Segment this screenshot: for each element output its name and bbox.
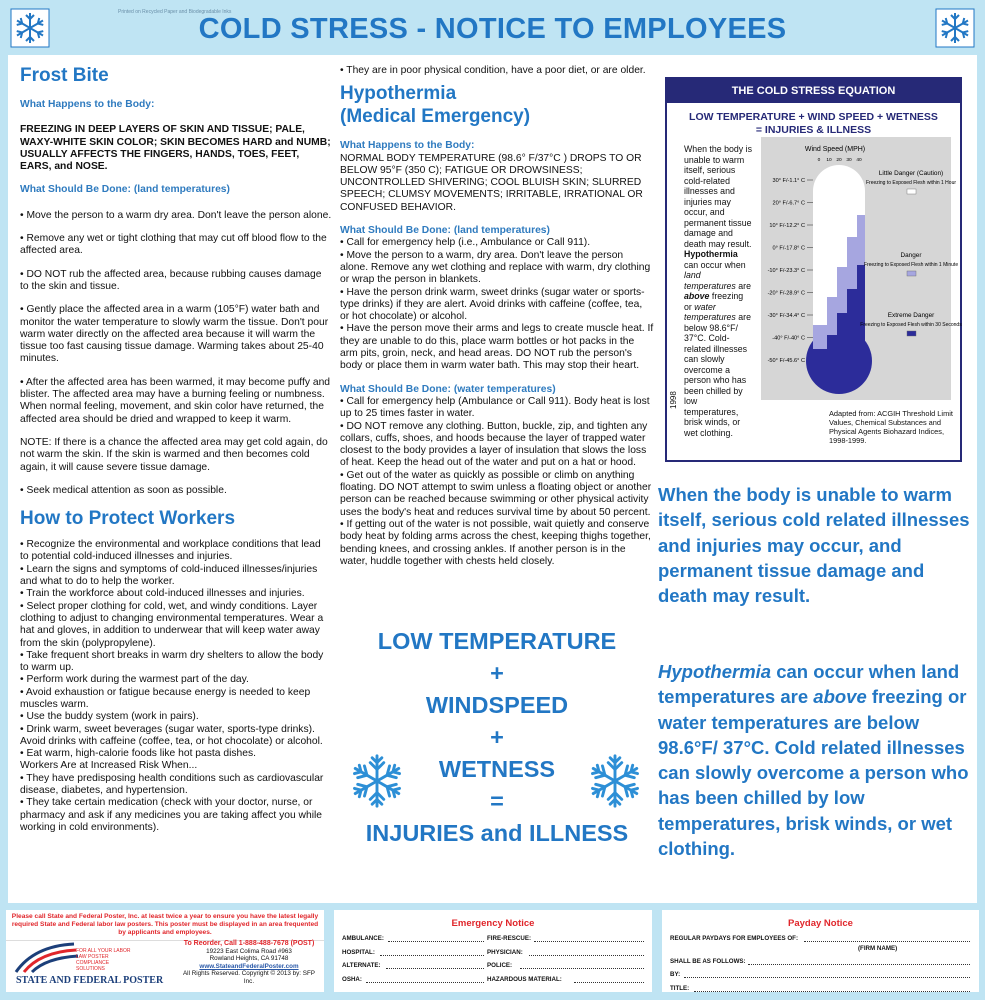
by-field[interactable] bbox=[684, 977, 970, 978]
firm-name-field[interactable] bbox=[804, 941, 970, 942]
legend-label: Danger bbox=[900, 252, 922, 259]
frostbite-title: Frost Bite bbox=[20, 65, 109, 86]
frostbite-column bbox=[20, 65, 332, 834]
main-panel bbox=[8, 55, 977, 903]
copyright: All Rights Reserved. Copyright © 2013 by: SFP Inc. bbox=[182, 970, 316, 985]
legend-desc: Freezing to Exposed Flesh within 1 Hour bbox=[865, 180, 957, 186]
payday-title: Payday Notice bbox=[788, 918, 853, 929]
y-tick-label: -50° F/-45.6° C bbox=[767, 358, 805, 364]
formula-line: WETNESS bbox=[438, 756, 556, 782]
equation-year: 1998 bbox=[669, 391, 678, 409]
field-label: BY: bbox=[670, 971, 681, 978]
equation-text: are below 98.6°F/ 37°C. Cold-related illnesses can slowly overcome a person who has been chilled by low temperatures, brisk winds, or wet clothing. bbox=[684, 312, 751, 438]
list-item: • If getting out of the water is not possible, wait quietly and conserve body heat by folding arms across the chest, keeping thighs together, bending knees, and crossing ankles. If another person is in the water, huddle together with chests held closely. bbox=[340, 518, 651, 567]
list-item: • Eat warm, high-calorie foods like hot pasta dishes. bbox=[20, 748, 256, 760]
address-line: 19223 East Colima Road #963 bbox=[206, 947, 292, 955]
list-item: • Move the person to a warm dry area. Don't leave the person alone. bbox=[20, 209, 332, 221]
field-label: PHYSICIAN: bbox=[487, 948, 523, 956]
emergency-title: Emergency Notice bbox=[451, 918, 535, 929]
title-field[interactable] bbox=[694, 991, 970, 992]
logo-tagline: FOR ALL YOUR LABOR LAW POSTER COMPLIANCE SOLUTIONS bbox=[76, 948, 131, 972]
field-label: REGULAR PAYDAYS FOR EMPLOYEES OF: bbox=[670, 935, 799, 942]
hypothermia-title: Hypothermia bbox=[340, 83, 457, 105]
formula-line: WINDSPEED bbox=[425, 692, 569, 718]
reorder-info bbox=[178, 940, 320, 985]
logo-wordmark: STATE AND FEDERAL POSTER bbox=[16, 975, 164, 986]
y-tick-label: 0° F/-17.8° C bbox=[772, 245, 805, 252]
frostbite-happens-text: FREEZING IN DEEP LAYERS OF SKIN AND TISSUE; PALE, WAXY-WHITE SKIN COLOR; SKIN BECOMES HARD and NUMB; USUALLY AFFECTS THE FINGERS, HANDS, TOES, FEET, EARS, and NOSE. bbox=[20, 124, 331, 173]
equation-text: freezing or bbox=[684, 291, 744, 312]
list-item: • DO NOT remove any clothing. Button, buckle, zip, and tighten any collars, cuffs, shoes, and hoods because the layer of trapped water closest to the body provides a layer of insulation that slows the loss of heat. Keep the head out of the water and put on a hat or hood. bbox=[340, 420, 648, 469]
list-item: • They have predisposing health conditions such as cardiovascular disease, diabetes, and hypertension. bbox=[20, 772, 324, 797]
snowflake-icon bbox=[10, 8, 50, 48]
footer-publisher bbox=[6, 910, 324, 992]
x-tick-label: 0 bbox=[817, 158, 821, 163]
police-field[interactable] bbox=[520, 968, 644, 969]
list-item: • They are in poor physical condition, have a poor diet, or are older. bbox=[340, 65, 646, 76]
equation-text: above bbox=[684, 291, 710, 301]
list-item: • Have the person drink warm, sweet drinks (sugar water or sports-type drinks) if they are alert. Avoid drinks with caffeine (coffee, tea, or hot chocolate) or alcohol. bbox=[340, 286, 645, 323]
frostbite-done-label: What Should Be Done: (land temperatures) bbox=[20, 184, 230, 196]
list-item: • Avoid exhaustion or fatigue because energy is needed to keep muscles warm. bbox=[20, 686, 311, 710]
legend-label: Extreme Danger bbox=[887, 312, 935, 319]
legend-swatch bbox=[907, 331, 916, 336]
formula-plus: + bbox=[490, 724, 504, 750]
right-callout-above: above bbox=[813, 686, 867, 708]
list-item: • Seek medical attention as soon as possible. bbox=[20, 484, 227, 496]
equation-text: can occur when bbox=[684, 259, 746, 270]
hypothermia-happens-label: What Happens to the Body: bbox=[340, 140, 475, 152]
alternate-field[interactable] bbox=[386, 968, 484, 969]
cold-stress-equation-box bbox=[665, 77, 962, 462]
list-item: • Get out of the water as quickly as possible or climb on anything floating. DO NOT attempt to swim unless a floating object or another person can be reached because swimming or other physical activity uses the body's heat and reduces survival time by about 50 percent. bbox=[340, 469, 652, 518]
emergency-notice bbox=[334, 910, 652, 992]
formula-plus: + bbox=[490, 660, 504, 686]
snowflake-icon bbox=[586, 752, 644, 810]
equation-body-text bbox=[684, 144, 752, 438]
fire-rescue-field[interactable] bbox=[534, 941, 644, 942]
y-tick-label: 10° F/-12.2° C bbox=[769, 223, 805, 229]
equation-text: are bbox=[738, 280, 751, 291]
page-title: COLD STRESS - NOTICE TO EMPLOYEES bbox=[198, 13, 787, 45]
y-tick-label: -20° F/-28.9° C bbox=[767, 290, 805, 297]
equation-formula-line2: = INJURIES & ILLNESS bbox=[755, 124, 872, 136]
equation-text: water temperatures bbox=[684, 301, 736, 322]
field-label: AMBULANCE: bbox=[342, 935, 384, 942]
right-callout-hypothermia: Hypothermia bbox=[658, 661, 772, 682]
address-line: Rowland Heights, CA 91748 bbox=[209, 955, 289, 962]
legend-swatch bbox=[907, 271, 916, 276]
list-item: • Use the buddy system (work in pairs). bbox=[20, 711, 199, 723]
field-label: OSHA: bbox=[342, 975, 362, 983]
field-label: (FIRM NAME) bbox=[858, 944, 898, 952]
legend-desc: Freezing to Exposed Flesh within 1 Minute bbox=[863, 262, 959, 268]
frostbite-happens-label: What Happens to the Body: bbox=[20, 99, 155, 110]
right-callout-text: freezing or water temperatures are below 98.6°F/ 37°C. Cold related illnesses can slowly overcome a person who has been chilled by low temperatures, brisk winds, or wet clothing. bbox=[658, 686, 969, 860]
y-tick-label: 20° F/-6.7° C bbox=[772, 200, 805, 207]
reorder-phone: To Reorder, Call 1-888-488-7678 (POST) bbox=[183, 940, 315, 947]
list-item: • After the affected area has been warmed, it may become puffy and blister. The affected area may have a burning feeling or numbness. When normal feeling, movement, and skin color have returned, the affected area should be dried and wrapped to keep it warm. bbox=[20, 376, 331, 425]
payday-schedule-field[interactable] bbox=[748, 964, 970, 965]
website-link[interactable]: www.StateandFederalPoster.com bbox=[199, 962, 299, 970]
wind-chill-chart bbox=[761, 137, 962, 400]
legend-swatch bbox=[907, 189, 916, 194]
legend-label: Little Danger (Caution) bbox=[878, 170, 944, 177]
equation-text: land temperatures bbox=[684, 270, 736, 291]
hypothermia-column bbox=[340, 65, 654, 568]
poster-header bbox=[8, 8, 977, 48]
hospital-field[interactable] bbox=[380, 955, 484, 956]
protect-title: How to Protect Workers bbox=[20, 508, 236, 530]
x-tick-label: 20 bbox=[836, 158, 842, 163]
list-item: • DO NOT rub the affected area, because rubbing causes damage to the skin and tissue. bbox=[20, 268, 322, 292]
wind-chill-chart-svg bbox=[761, 137, 962, 400]
list-item: • Gently place the affected area in a warm (105°F) water bath and monitor the water temperature to slowly warm the tissue. Don't pour warm water directly on the affected area because it will warm the tissue too fast causing tissue damage. Warming takes about 25-40 minutes. bbox=[20, 304, 329, 365]
formula-line: LOW TEMPERATURE bbox=[377, 628, 617, 654]
publisher-logo bbox=[6, 940, 176, 990]
equation-source: Adapted from: ACGIH Threshold Limit Values, Chemical Substances and Physical Agents Biohazard Indices, 1998-1999. bbox=[829, 409, 953, 445]
field-label: HAZARDOUS MATERIAL: bbox=[487, 975, 562, 983]
list-item: • Have the person move their arms and legs to create muscle heat. If they are unable to do this, place warm bottles or hot packs in the arm pits, groin, neck, and head areas. DO NOT rub the person's body or place them in warm water bath. This may stop their heart. bbox=[340, 323, 654, 372]
hypothermia-water-label: What Should Be Done: (water temperatures) bbox=[340, 383, 556, 395]
y-tick-label: 30° F/-1.1° C bbox=[772, 178, 805, 184]
list-item: • Drink warm, sweet beverages (sugar water, sports-type drinks). Avoid drinks with caffeine (coffee, tea, or hot chocolate) or alcohol. bbox=[20, 723, 323, 747]
osha-field[interactable] bbox=[366, 982, 484, 983]
x-tick-label: 10 bbox=[826, 158, 832, 163]
logo-arcs-icon bbox=[14, 942, 84, 974]
snowflake-icon bbox=[348, 752, 406, 810]
field-label: HOSPITAL: bbox=[342, 948, 375, 956]
x-tick-label: 30 bbox=[846, 158, 852, 163]
snowflake-icon bbox=[935, 8, 975, 48]
list-item: • Call for emergency help (Ambulance or Call 911). Body heat is lost up to 25 times faster in water. bbox=[340, 395, 650, 420]
hypothermia-happens-text: NORMAL BODY TEMPERATURE (98.6° F/37°C ) DROPS TO OR BELOW 95°F (350 C); FATIGUE OR DROWSINESS; UNCONTROLLED SHIVERING; COOL BLUISH SKIN; SLURRED SPEECH; CLUMSY MOVEMENTS; IRRITABLE, IRRATIONAL OR CONFUSED BEHAVIOR. bbox=[340, 152, 643, 213]
list-item: • Select proper clothing for cold, wet, and windy conditions. Layer clothing to adjust to changing environmental temperatures. Wear a hat and gloves, in addition to underwear that will keep water away from the skin (polypropylene). bbox=[20, 600, 324, 649]
equation-hypothermia: Hypothermia bbox=[684, 249, 738, 259]
fine-print: Printed on Recycled Paper and Biodegradable Inks bbox=[118, 9, 232, 15]
field-label: FIRE-RESCUE: bbox=[487, 935, 532, 942]
list-item: • Perform work during the warmest part of the day. bbox=[20, 674, 249, 686]
y-tick-label: -40° F/-40° C bbox=[772, 335, 805, 342]
physician-field[interactable] bbox=[529, 955, 644, 956]
field-label: SHALL BE AS FOLLOWS: bbox=[670, 957, 746, 965]
y-tick-label: -30° F/-34.4° C bbox=[767, 313, 805, 319]
list-item: • Learn the signs and symptoms of cold-induced illnesses/injuries and what to do to help the worker. bbox=[20, 563, 318, 588]
payday-notice bbox=[662, 910, 979, 992]
list-item: • Remove any wet or tight clothing that may cut off blood flow to the affected area. bbox=[20, 233, 327, 257]
list-item: • Train the workforce about cold-induced illnesses and injuries. bbox=[20, 588, 305, 600]
hazmat-field[interactable] bbox=[574, 982, 644, 983]
equation-formula-line1: LOW TEMPERATURE + WIND SPEED + WETNESS bbox=[689, 111, 938, 123]
field-label: TITLE: bbox=[670, 984, 690, 992]
hypothermia-land-label: What Should Be Done: (land temperatures) bbox=[340, 225, 550, 237]
big-formula bbox=[340, 625, 654, 849]
list-item: • Move the person to a warm, dry area. Don't leave the person alone. Remove any wet clothing and replace with warm, dry clothing or wrap the person in blankets. bbox=[340, 249, 651, 286]
field-label: ALTERNATE: bbox=[342, 962, 381, 969]
list-item: • Call for emergency help (i.e., Ambulance or Call 911). bbox=[340, 237, 591, 249]
list-item: Workers Are at Increased Risk When... bbox=[20, 760, 198, 772]
x-tick-label: 40 bbox=[856, 158, 862, 163]
right-callout-1: When the body is unable to warm itself, serious cold related illnesses and injuries may occur, and permanent tissue damage and death may result. bbox=[658, 484, 970, 607]
formula-line: INJURIES and ILLNESS bbox=[365, 820, 629, 846]
right-callout-2 bbox=[658, 659, 970, 861]
list-item: • They take certain medication (check with your doctor, nurse, or pharmacy and ask if any medicines you are taking affect you while working in cold environments). bbox=[20, 797, 323, 833]
list-item: NOTE: If there is a chance the affected area may get cold again, do not warm the skin. If the skin is warmed and then becomes cold again, it will cause severe tissue damage. bbox=[20, 436, 328, 473]
footer-warning: Please call State and Federal Poster, Inc. at least twice a year to ensure you have the latest legally required State and Federal labor law posters. This poster must be displayed in an area frequented by applicants and employees. bbox=[6, 910, 324, 941]
field-label: POLICE: bbox=[487, 962, 513, 969]
legend-desc: Freezing to Exposed Flesh within 30 Seconds bbox=[860, 322, 962, 328]
hypothermia-subtitle: (Medical Emergency) bbox=[340, 106, 531, 128]
ambulance-field[interactable] bbox=[388, 941, 484, 942]
equation-title: THE COLD STRESS EQUATION bbox=[667, 79, 960, 103]
right-callout-text: can occur when land temperatures are bbox=[658, 661, 960, 708]
chart-title: Wind Speed (MPH) bbox=[804, 146, 866, 153]
list-item: • Take frequent short breaks in warm dry shelters to allow the body to warm up. bbox=[20, 649, 324, 674]
y-tick-label: -10° F/-23.3° C bbox=[767, 268, 805, 274]
list-item: • Recognize the environmental and workplace conditions that lead to potential cold-induced illnesses and injuries. bbox=[20, 539, 321, 563]
formula-equals: = bbox=[490, 788, 504, 814]
equation-body: When the body is unable to warm itself, serious cold-related illnesses and injuries may occur, and permanent tissue damage and death may result. bbox=[684, 144, 752, 249]
